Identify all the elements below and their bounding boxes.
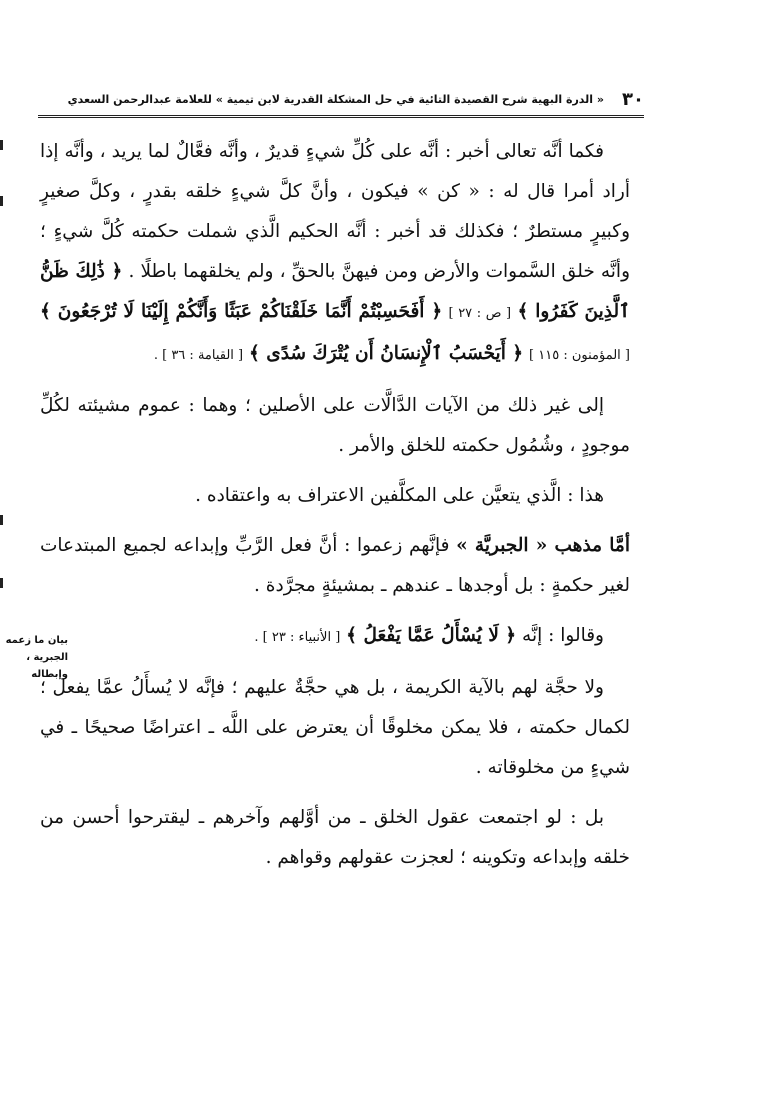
paragraph-7: بل : لو اجتمعت عقول الخلق ـ من أوَّلهم وآخرهم ـ ليقترحوا أحسن من خلقه وإبداعه وتكوينه ؛ لعجزت عقولهم وقواهم . (40, 807, 630, 868)
jabriyya-heading: أمَّا مذهب « الجبريَّة » (456, 535, 630, 556)
paragraph-4 (40, 526, 630, 606)
verse-reference: [ ص : ٢٧ ] (448, 306, 512, 321)
edge-mark (0, 140, 3, 150)
paragraph-6: ولا حجَّة لهم بالآية الكريمة ، بل هي حجَّةٌ عليهم ؛ فإنَّه لا يُسأَلُ عمَّا يفعل ؛ لكمال حكمته ، فلا يمكن مخلوقًا أن يعترض على اللَّه ـ اعتراضًا صحيحًا ـ في شيءٍ من مخلوقاته . (40, 677, 630, 778)
paragraph-2: إلى غير ذلك من الآيات الدَّالَّات على الأصلين ؛ وهما : عموم مشيئته لكُلِّ موجودٍ ، وشُمُول حكمته للخلق والأمر . (40, 395, 630, 456)
body-text (40, 132, 630, 888)
page-number: ٣٠ (622, 88, 644, 110)
running-title: « الدرة البهية شرح القصيدة التائية في حل المشكلة القدرية لابن تيمية » للعلامة عبدالرحمن السعدي (67, 92, 605, 106)
edge-mark (0, 196, 3, 206)
paragraph-5 (40, 616, 630, 658)
paragraph-1 (40, 132, 630, 376)
quran-verse: ﴿ ذَٰلِكَ ظَنُّ ٱلَّذِينَ كَفَرُوا ﴾ (40, 261, 630, 322)
verse-reference: [ الأنبياء : ٢٣ ] . (254, 630, 341, 645)
edge-mark (0, 578, 3, 588)
quran-verse: ﴿ أَفَحَسِبْتُمْ أَنَّمَا خَلَقْنَاكُمْ عَبَثًا وَأَنَّكُمْ إِلَيْنَا لَا تُرْجَعُونَ ﴾ (40, 301, 443, 322)
verse-reference: [ القيامة : ٣٦ ] . (153, 348, 244, 363)
quran-verse: ﴿ أَيَحْسَبُ ٱلْإِنسَانُ أَن يُتْرَكَ سُدًى ﴾ (249, 343, 524, 364)
header-rule (38, 115, 644, 118)
edge-mark (0, 515, 3, 525)
paragraph-text: فإنَّهم زعموا : أنَّ فعل الرَّبِّ وإبداعه لجميع المبتدعات لغير حكمةٍ : بل أوجدها ـ عندهم ـ بمشيئةٍ مجرَّدة . (40, 535, 630, 596)
verse-reference: [ المؤمنون : ١١٥ ] (529, 348, 630, 363)
margin-note: بيان ما زعمه الجبرية ، وإبطاله (5, 635, 68, 680)
paragraph-3: هذا : الَّذي يتعيَّن على المكلَّفين الاعتراف به واعتقاده . (195, 485, 604, 506)
paragraph-text: وقالوا : إنَّه (522, 625, 604, 646)
paragraph-text: فكما أنَّه تعالى أخبر : أنَّه على كُلِّ شيءٍ قديرٌ ، وأنَّه فعَّالٌ لما يريد ، وأنَّه إذا أراد أمرا قال له : « كن » فيكون ، وأنَّ كلَّ شيءٍ خلقه بقدرٍ ، وكلَّ صغيرٍ وكبيرٍ مستطرٌ ؛ فكذلك قد أخبر : أنَّه الحكيم الَّذي شملت حكمته كُلَّ شيءٍ ؛ وأنَّه خلق السَّموات والأرض ومن فيهنَّ بالحقِّ ، ولم يخلقهما باطلًا . (40, 141, 630, 282)
quran-verse: ﴿ لَا يُسْأَلُ عَمَّا يَفْعَلُ ﴾ (346, 625, 517, 646)
page-header (38, 86, 644, 112)
